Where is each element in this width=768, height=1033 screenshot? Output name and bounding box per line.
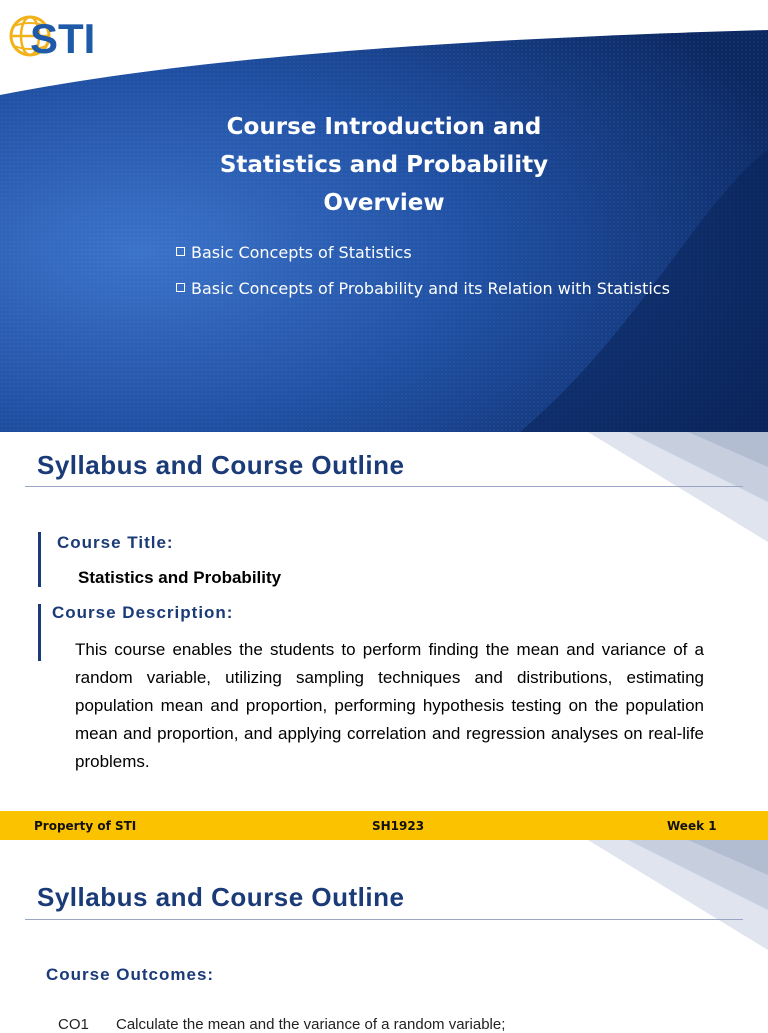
- title-line: Course Introduction and: [226, 114, 542, 140]
- footer-week: Week 1: [667, 819, 717, 833]
- course-title-label: Course Title:: [57, 533, 174, 552]
- slide-syllabus: [0, 432, 768, 840]
- accent-bar: [38, 532, 41, 587]
- slide-intro: [0, 0, 768, 432]
- checkbox-bullet-icon: [176, 247, 185, 256]
- slide-heading: Syllabus and Course Outline: [37, 882, 405, 912]
- heading-divider: [25, 486, 743, 487]
- title-line: Statistics and Probability: [219, 152, 549, 178]
- slide-syllabus-outcomes: [0, 840, 768, 1033]
- course-title-value: Statistics and Probability: [78, 568, 282, 587]
- topic-label: Basic Concepts of Probability and its Relation with Statistics: [191, 279, 670, 298]
- outcome-text: Calculate the mean and the variance of a random variable;: [116, 1016, 506, 1033]
- outcome-code: CO1: [58, 1016, 89, 1033]
- topic-list: [176, 240, 676, 312]
- corner-stripe-decoration: [588, 840, 768, 950]
- course-outcome-item: [58, 1016, 505, 1033]
- checkbox-bullet-icon: [176, 283, 185, 292]
- topic-item: [176, 276, 676, 302]
- corner-stripe-decoration: [588, 432, 768, 542]
- course-description-label: Course Description:: [52, 603, 234, 622]
- sti-logo: [8, 6, 128, 64]
- accent-bar: [38, 604, 41, 661]
- slide-footer: [0, 811, 768, 840]
- footer-property: Property of STI: [34, 819, 137, 833]
- heading-divider: [25, 919, 743, 920]
- slide-heading: Syllabus and Course Outline: [37, 450, 405, 480]
- footer-code: SH1923: [372, 819, 425, 833]
- slide-title: [150, 108, 618, 222]
- topic-item: [176, 240, 676, 266]
- title-line: Overview: [323, 190, 445, 216]
- course-outcomes-label: Course Outcomes:: [46, 965, 215, 984]
- topic-label: Basic Concepts of Statistics: [191, 243, 412, 262]
- svg-text:STI: STI: [30, 15, 96, 62]
- course-description-text: This course enables the students to perform finding the mean and variance of a random variable, utilizing sampling techniques and distributions, estimating population mean and proportion, performing hypothesis testing on the population mean and proportion, and applying correlation and regression analyses on real-life problems.: [75, 640, 704, 771]
